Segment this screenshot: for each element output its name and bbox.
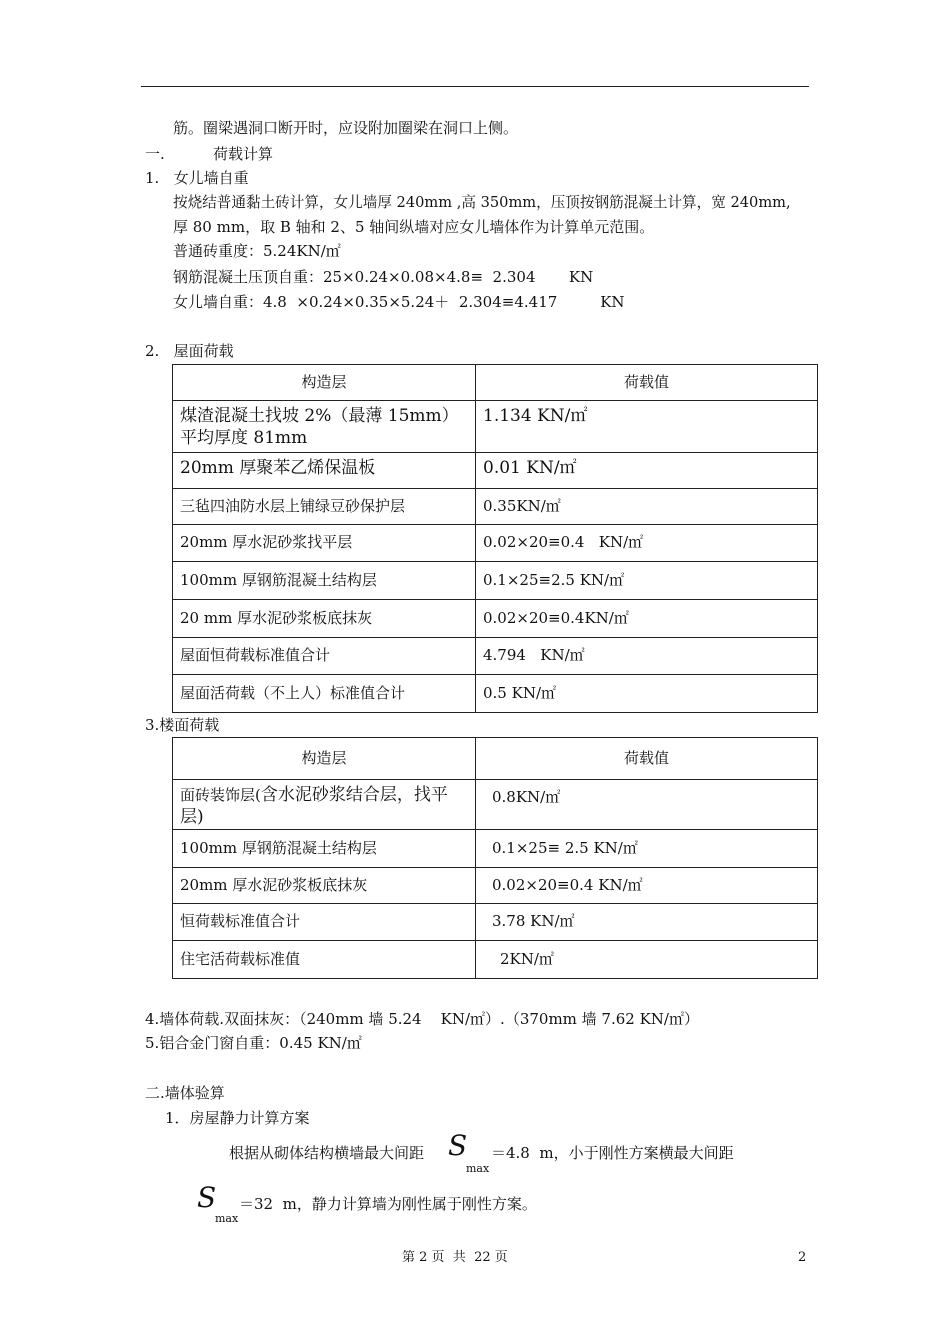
table-row [173, 489, 818, 525]
section2-heading [145, 1084, 225, 1104]
wall-load-line: 4.墙体荷载.双面抹灰：（240mm 墙 5.24 KN/㎡）.（370mm 墙 7.62 KN/㎡） [145, 1010, 699, 1028]
value-cell: 0.02×20≡0.4 KN/㎡ [476, 868, 818, 904]
layer-text-part-1: 面砖装饰层( [180, 786, 261, 804]
parapet-heading: 1. 女儿墙自重 [145, 169, 249, 187]
value-cell: 2KN/㎡ [476, 941, 818, 979]
layer-cell: 100mm 厚钢筋混凝土结构层 [173, 830, 476, 868]
symbol-subscript: max [466, 1162, 490, 1175]
column-header-layer: 构造层 [173, 738, 476, 780]
parapet-line-3: 普通砖重度：5.24KN/㎡ [173, 242, 341, 260]
layer-cell: 煤渣混凝土找坡 2%（最薄 15mm）平均厚度 81mm [173, 401, 476, 453]
scheme-heading: 1．房屋静力计算方案 [165, 1109, 310, 1127]
page-number: 2 [798, 1250, 807, 1265]
value-cell: 4.794 KN/㎡ [476, 638, 818, 675]
value-cell: 0.01 KN/㎡ [476, 453, 818, 489]
parapet-line-4: 钢筋混凝土压顶自重：25×0.24×0.08×4.8≡ 2.304 KN [173, 268, 594, 286]
value-cell: 0.02×20≡0.4KN/㎡ [476, 600, 818, 638]
header-rule [141, 86, 809, 87]
value-cell: 1.134 KN/㎡ [476, 401, 818, 453]
layer-cell: 恒荷载标准值合计 [173, 904, 476, 941]
parapet-line-2: 厚 80 mm，取 B 轴和 2、5 轴间纵墙对应女儿墙体作为计算单元范围。 [173, 218, 655, 236]
layer-cell: 20 mm 厚水泥砂浆板底抹灰 [173, 600, 476, 638]
section2-title: 墙体验算 [164, 1084, 225, 1102]
table-row [173, 868, 818, 904]
table-row [173, 401, 818, 453]
parapet-line-5: 女儿墙自重：4.8 ×0.24×0.35×5.24＋ 2.304≡4.417 KN [173, 293, 625, 311]
roof-heading: 2. 屋面荷载 [145, 342, 234, 360]
table-row [173, 600, 818, 638]
symbol-s-2: S [197, 1181, 217, 1214]
floor-heading: 3.楼面荷载 [145, 716, 220, 734]
intro-line: 筋。圈梁遇洞口断开时，应设附加圈梁在洞口上侧。 [173, 119, 519, 137]
layer-cell: 三毡四油防水层上铺绿豆砂保护层 [173, 489, 476, 525]
value-cell: 0.8KN/㎡ [476, 780, 818, 830]
value-cell: 3.78 KN/㎡ [476, 904, 818, 941]
layer-cell: 屋面恒荷载标准值合计 [173, 638, 476, 675]
scheme-line-1-tail: ＝4.8 m，小于刚性方案横最大间距 [491, 1144, 734, 1162]
section2-number: 二. [145, 1084, 165, 1102]
section1-title: 荷载计算 [213, 145, 274, 163]
layer-cell [173, 780, 476, 830]
value-cell: 0.1×25≡2.5 KN/㎡ [476, 562, 818, 600]
layer-cell: 20mm 厚水泥砂浆板底抹灰 [173, 868, 476, 904]
table-header-row [173, 738, 818, 780]
layer-cell: 20mm 厚水泥砂浆找平层 [173, 525, 476, 562]
floor-load-table [172, 737, 818, 979]
parapet-line-1: 按烧结普通黏土砖计算，女儿墙厚 240mm ,高 350mm，压顶按钢筋混凝土计算，宽 240mm, [173, 194, 791, 211]
table-row [173, 562, 818, 600]
scheme-line-1-text: 根据从砌体结构横墙最大间距 [229, 1144, 425, 1162]
table-row [173, 675, 818, 713]
layer-cell: 100mm 厚钢筋混凝土结构层 [173, 562, 476, 600]
table-row [173, 904, 818, 941]
column-header-layer: 构造层 [173, 365, 476, 401]
window-load-line: 5.铝合金门窗自重：0.45 KN/㎡ [145, 1034, 362, 1052]
roof-load-table [172, 364, 818, 713]
column-header-value: 荷载值 [476, 738, 818, 780]
table-row [173, 453, 818, 489]
layer-cell: 住宅活荷载标准值 [173, 941, 476, 979]
table-row [173, 638, 818, 675]
layer-cell: 20mm 厚聚苯乙烯保温板 [173, 453, 476, 489]
table-row [173, 780, 818, 830]
table-row [173, 941, 818, 979]
symbol-subscript-2: max [215, 1212, 239, 1225]
table-row [173, 830, 818, 868]
section1-number: 一. [145, 145, 165, 163]
layer-cell: 屋面活荷载（不上人）标准值合计 [173, 675, 476, 713]
table-row [173, 525, 818, 562]
value-cell: 0.35KN/㎡ [476, 489, 818, 525]
value-cell: 0.02×20≡0.4 KN/㎡ [476, 525, 818, 562]
scheme-line-2-tail: ＝32 m，静力计算墙为刚性属于刚性方案。 [239, 1195, 537, 1213]
value-cell: 0.1×25≡ 2.5 KN/㎡ [476, 830, 818, 868]
value-cell: 0.5 KN/㎡ [476, 675, 818, 713]
symbol-s: S [448, 1129, 468, 1162]
column-header-value: 荷载值 [476, 365, 818, 401]
table-header-row [173, 365, 818, 401]
page-footer: 第 2 页 共 22 页 [402, 1250, 508, 1265]
layer-text-part-2: 含水泥砂浆结合层，找平层) [180, 785, 448, 828]
